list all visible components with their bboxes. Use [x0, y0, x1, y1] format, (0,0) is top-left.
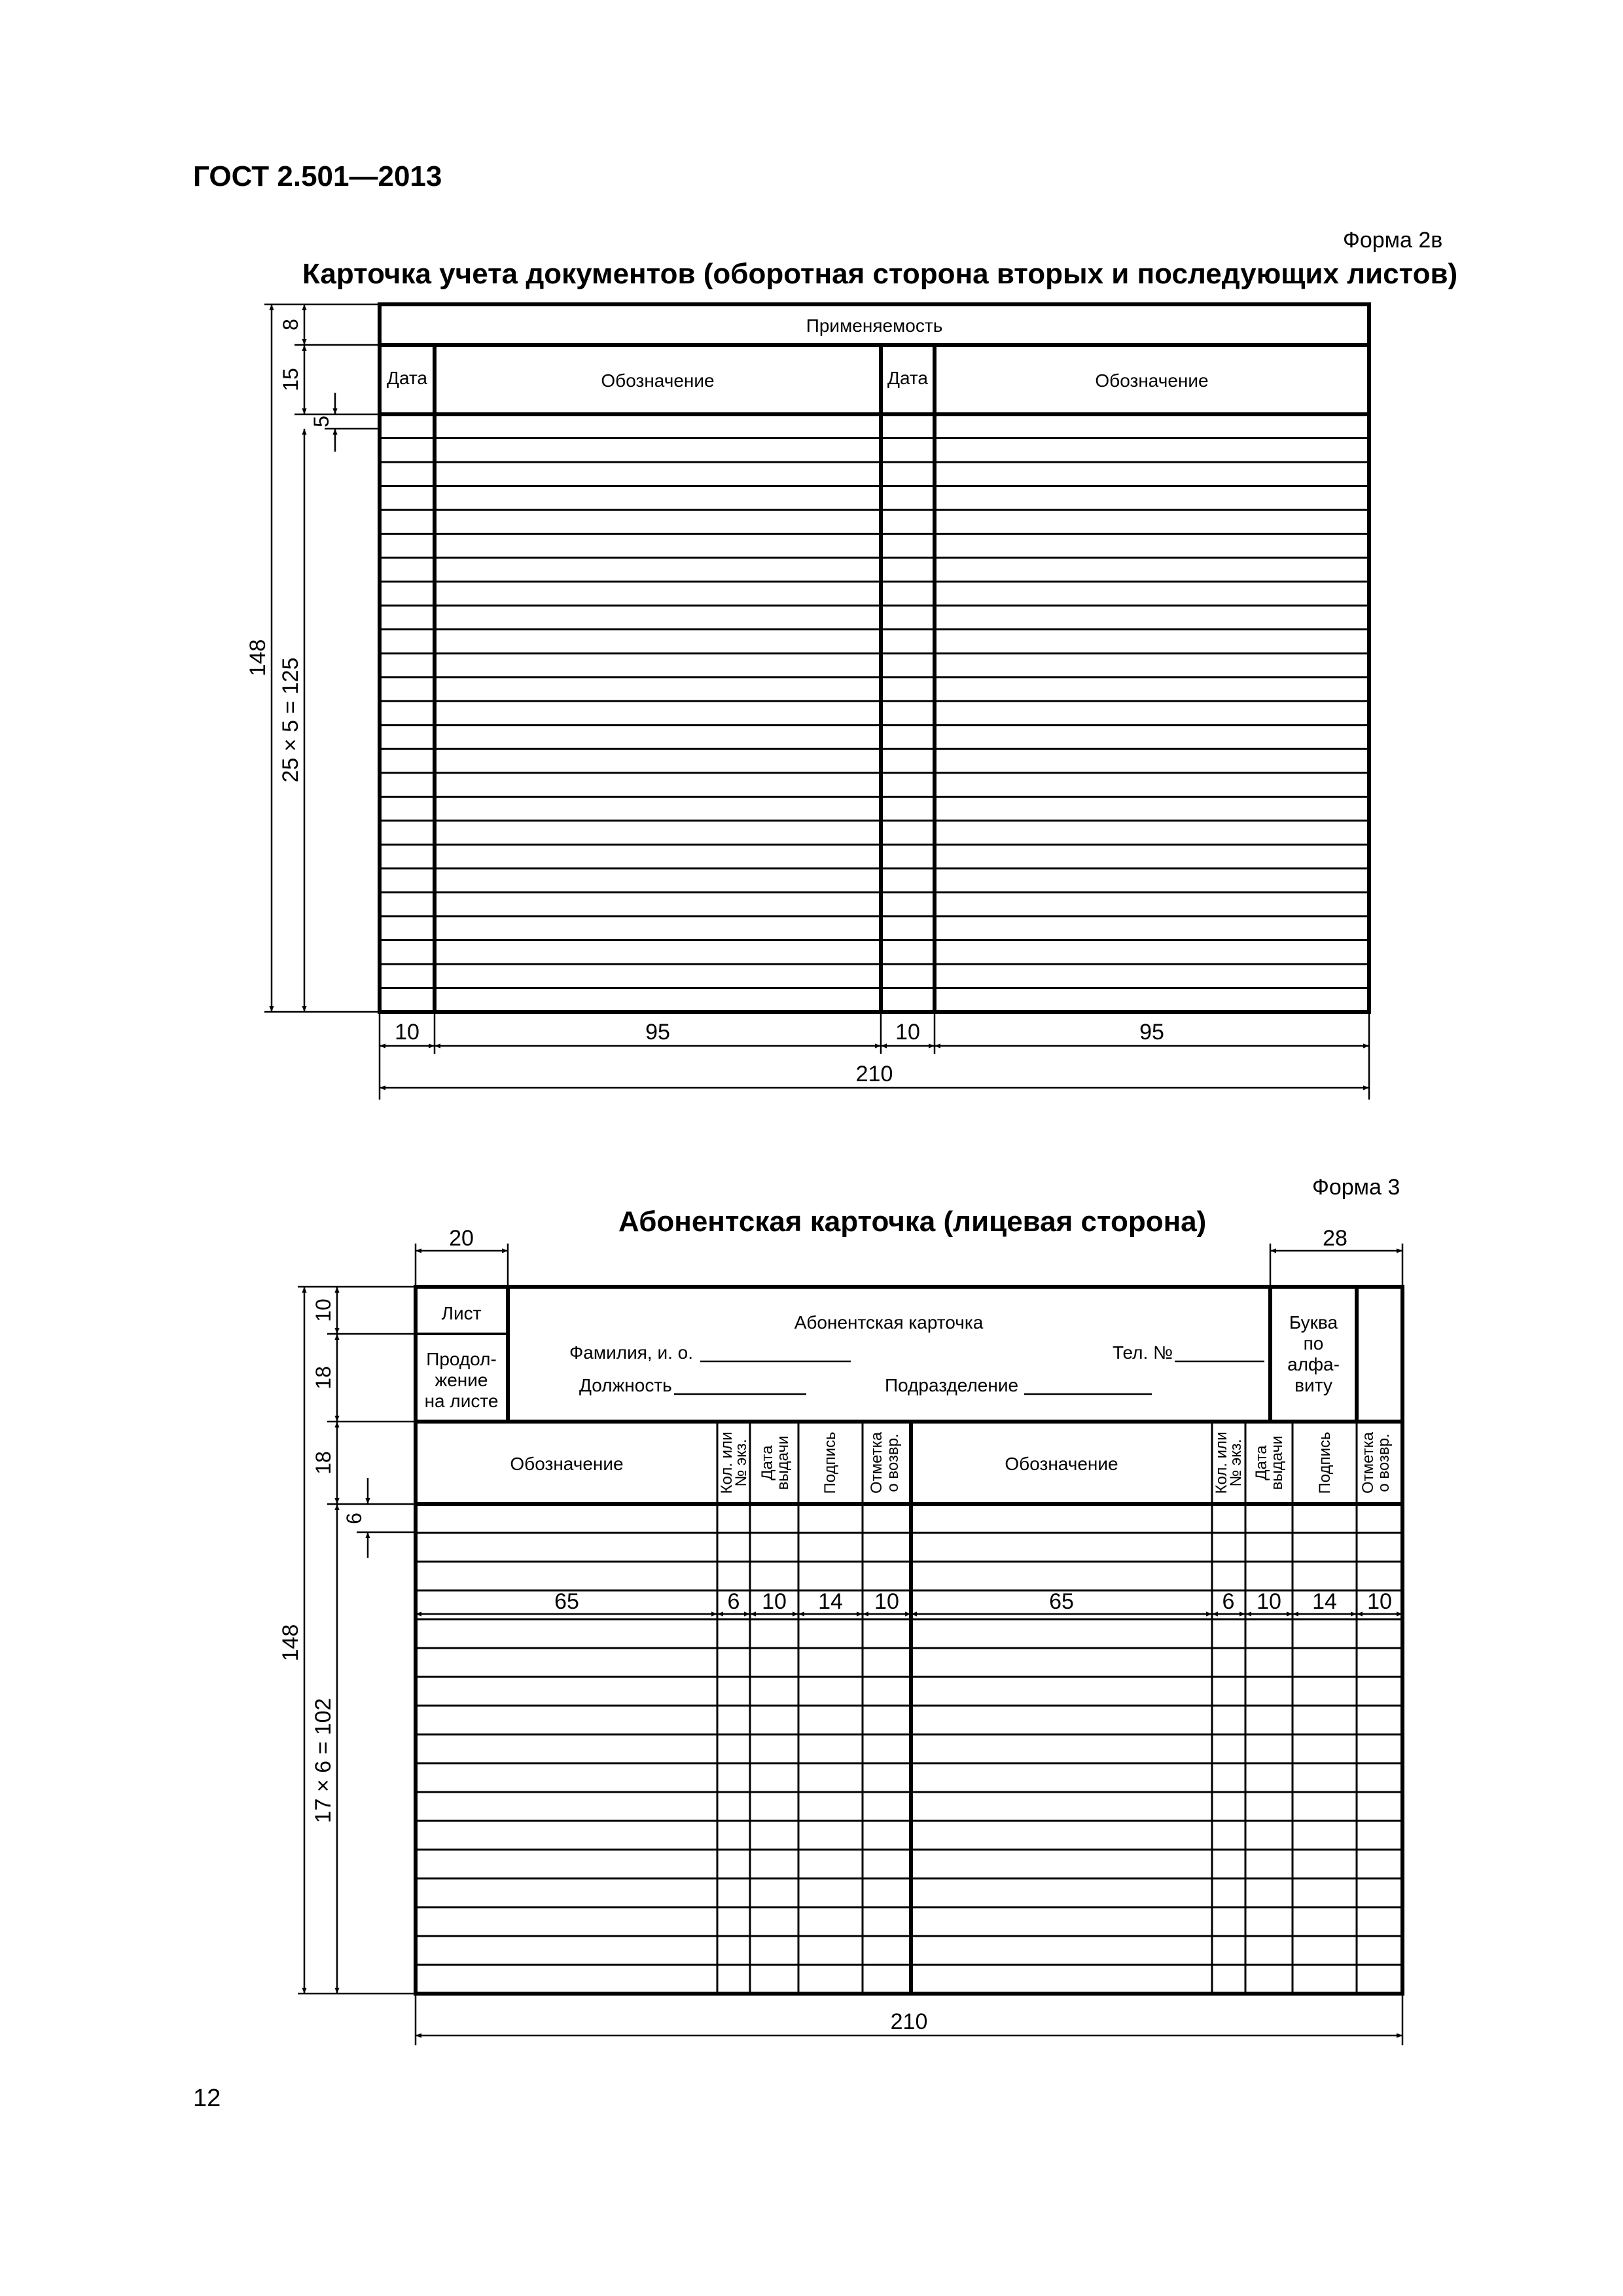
dim-8: 8: [279, 319, 302, 331]
letter-line-2: по: [1303, 1333, 1324, 1354]
date-label-2: Дата: [887, 368, 929, 388]
dim-w20: 20: [449, 1226, 474, 1251]
form-2v-title: Карточка учета документов (оборотная сторона вторых и последующих листов): [302, 258, 1458, 290]
dim-w14-1: 14: [818, 1589, 843, 1614]
sign-header-1: Подпись: [821, 1431, 839, 1494]
dim-w65-2: 65: [1049, 1589, 1074, 1614]
dim-w14-2: 14: [1312, 1589, 1337, 1614]
dim-w28: 28: [1323, 1226, 1347, 1251]
dim-w10-2: 10: [895, 1020, 920, 1045]
applicability-label: Применяемость: [806, 315, 943, 336]
form-2v-label: Форма 2в: [1343, 228, 1443, 253]
form-3-title: Абонентская карточка (лицевая сторона): [618, 1206, 1207, 1238]
form-3-label: Форма 3: [1312, 1175, 1400, 1200]
return-header-2b: о возвр.: [1375, 1433, 1393, 1492]
dim-15: 15: [279, 368, 302, 391]
document-header: ГОСТ 2.501—2013: [193, 160, 442, 192]
dim-w210: 210: [890, 2009, 928, 2034]
sign-header-2: Подпись: [1316, 1431, 1334, 1494]
dim-w6-1: 6: [727, 1589, 740, 1614]
designation-header-1: Обозначение: [510, 1454, 624, 1474]
department-field-label: Подразделение: [885, 1375, 1019, 1395]
dim-5: 5: [310, 416, 333, 427]
dim-rows-formula: 17 × 6 = 102: [311, 1698, 336, 1823]
sheet-label: Лист: [441, 1303, 482, 1323]
designation-header-2: Обозначение: [1005, 1454, 1118, 1474]
continuation-line-2: жение: [435, 1370, 488, 1390]
return-header-1b: о возвр.: [884, 1433, 902, 1492]
dim-h10: 10: [312, 1299, 335, 1322]
dim-148: 148: [245, 639, 270, 677]
qty-header-1b: № экз.: [732, 1439, 750, 1487]
dim-w10-3: 10: [1257, 1589, 1281, 1614]
date-header-1b: выдачи: [774, 1435, 792, 1490]
dim-w10-2: 10: [874, 1589, 899, 1614]
qty-header-2b: № экз.: [1227, 1439, 1245, 1487]
date-header-2a: Дата: [1253, 1445, 1270, 1480]
letter-line-3: алфа-: [1287, 1354, 1340, 1374]
date-label-1: Дата: [386, 368, 428, 388]
dim-w10-1: 10: [762, 1589, 787, 1614]
date-header-1a: Дата: [758, 1445, 776, 1480]
dim-rows-formula: 25 × 5 = 125: [278, 657, 303, 783]
return-header-2a: Отметка: [1359, 1431, 1377, 1494]
letter-line-4: виту: [1294, 1375, 1332, 1395]
phone-field-label: Тел. №: [1113, 1342, 1173, 1363]
letter-line-1: Буква: [1289, 1312, 1338, 1333]
date-header-2b: выдачи: [1268, 1435, 1286, 1490]
designation-label-2: Обозначение: [1095, 370, 1209, 391]
card-title: Абонентская карточка: [794, 1312, 984, 1333]
dim-w95-2: 95: [1139, 1020, 1164, 1045]
qty-header-1a: Кол. или: [718, 1431, 736, 1494]
qty-header-2a: Кол. или: [1213, 1431, 1230, 1494]
dim-h18-a: 18: [312, 1366, 335, 1390]
continuation-line-3: на листе: [424, 1391, 499, 1411]
dim-w10-1: 10: [395, 1020, 419, 1045]
dim-148: 148: [278, 1624, 303, 1662]
return-header-1a: Отметка: [868, 1431, 885, 1494]
dim-w65-1: 65: [554, 1589, 579, 1614]
name-field-label: Фамилия, и. о.: [569, 1342, 693, 1363]
dim-w210: 210: [855, 1062, 893, 1086]
dim-h18-b: 18: [312, 1451, 335, 1475]
dim-w95-1: 95: [645, 1020, 670, 1045]
dim-h6: 6: [342, 1513, 366, 1524]
continuation-line-1: Продол-: [426, 1349, 497, 1369]
position-field-label: Должность: [579, 1375, 672, 1395]
dim-w6-2: 6: [1222, 1589, 1235, 1614]
page-number: 12: [193, 2085, 221, 2112]
designation-label-1: Обозначение: [601, 370, 715, 391]
dim-w10-4: 10: [1367, 1589, 1392, 1614]
